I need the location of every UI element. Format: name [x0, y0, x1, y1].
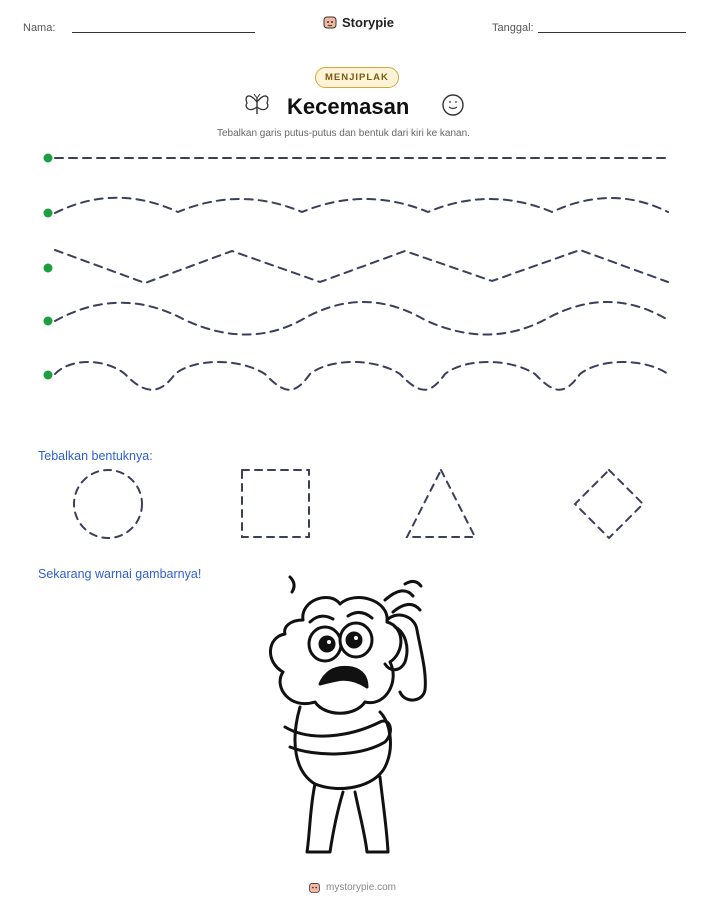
storypie-logo-icon	[322, 14, 338, 30]
start-dot	[44, 209, 53, 218]
activity-badge: MENJIPLAK	[315, 67, 399, 88]
start-dot	[44, 317, 53, 326]
butterfly-icon	[243, 92, 271, 118]
trace-circle	[74, 470, 142, 538]
footer	[308, 881, 396, 894]
smiley-icon	[439, 92, 467, 118]
trace-line-zigzag	[55, 250, 668, 283]
start-dot	[44, 371, 53, 380]
storypie-logo-icon	[308, 881, 321, 894]
color-section-title: Sekarang warnai gambarnya!	[38, 567, 202, 581]
trace-line-wave-3	[55, 362, 668, 390]
name-field-line[interactable]	[72, 32, 255, 33]
date-label: Tanggal:	[492, 22, 534, 34]
date-field-line[interactable]	[538, 32, 686, 33]
trace-triangle	[407, 470, 475, 537]
trace-square	[242, 470, 309, 537]
brand-name: Storypie	[342, 14, 395, 30]
name-label: Nama:	[23, 22, 56, 34]
trace-line-wave-1	[55, 198, 668, 213]
page-title: Kecemasan	[287, 94, 410, 119]
start-dot	[44, 264, 53, 273]
shapes-section-title: Tebalkan bentuknya:	[38, 449, 153, 463]
brand-logo	[322, 14, 394, 30]
trace-diamond	[575, 470, 643, 538]
instructions: Tebalkan garis putus-putus dan bentuk dari kiri ke kanan.	[217, 128, 470, 139]
footer-url[interactable]: mystorypie.com	[326, 882, 397, 893]
trace-line-wave-2	[55, 302, 668, 335]
anxious-cloud-illustration	[255, 572, 455, 862]
start-dot	[44, 154, 53, 163]
